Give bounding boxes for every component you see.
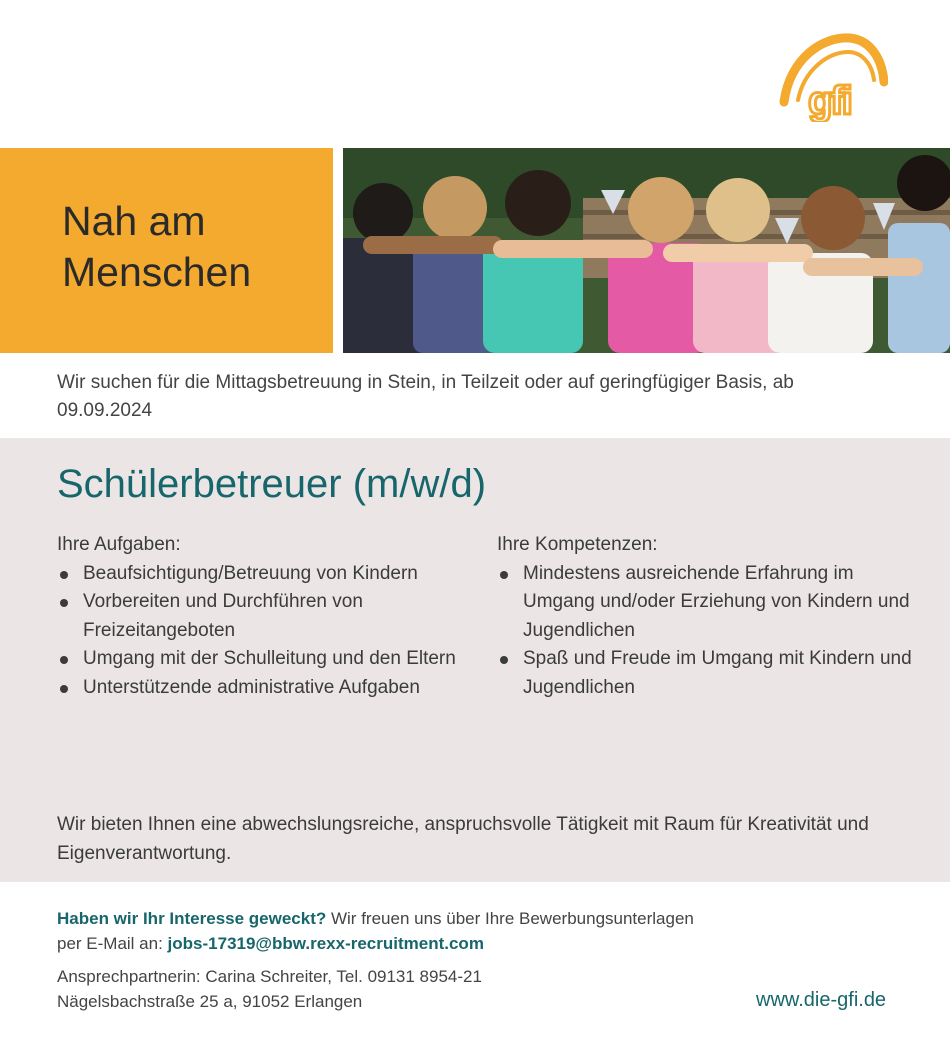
tasks-heading: Ihre Aufgaben: [57, 534, 181, 555]
hero-banner [0, 148, 333, 353]
skills-column [497, 531, 917, 702]
list-item: Umgang mit der Schulleitung und den Eltern [57, 645, 457, 674]
tasks-list [57, 560, 457, 703]
contact-address: Nägelsbachstraße 25 a, 91052 Erlangen [57, 992, 363, 1011]
hero-photo [343, 148, 950, 353]
email-prefix: per E-Mail an: [57, 934, 168, 953]
contact-block [57, 906, 694, 1014]
job-details-panel [0, 438, 950, 882]
svg-text:gfi: gfi [808, 79, 851, 122]
skills-list [497, 560, 917, 703]
email-line [57, 931, 694, 956]
email-link[interactable]: jobs-17319@bbw.rexx-recruitment.com [167, 934, 484, 953]
list-item: Beaufsichtigung/Betreuung von Kindern [57, 560, 457, 589]
intro-text: Wir suchen für die Mittagsbetreuung in Stein, in Teilzeit oder auf geringfügiger Basis, ab 09.09.2024 [57, 372, 794, 421]
hero-title [62, 196, 251, 298]
contact-person: Ansprechpartnerin: Carina Schreiter, Tel. 09131 8954-21 [57, 967, 482, 986]
children-photo-illustration [343, 148, 950, 353]
hero-title-line2: Menschen [62, 249, 252, 295]
interest-rest: Wir freuen uns über Ihre Bewerbungsunterlagen [326, 909, 694, 928]
list-item: Spaß und Freude im Umgang mit Kindern und Jugendlichen [497, 645, 917, 702]
skills-heading: Ihre Kompetenzen: [497, 534, 658, 555]
hero-title-line1: Nah am [62, 198, 206, 244]
offer-text: Wir bieten Ihnen eine abwechslungsreiche, anspruchsvolle Tätigkeit mit Raum für Kreativität und Eigenverantwortung. [57, 814, 869, 864]
list-item: Vorbereiten und Durchführen von Freizeitangeboten [57, 588, 457, 645]
interest-line [57, 906, 694, 931]
list-item: Unterstützende administrative Aufgaben [57, 674, 457, 703]
interest-question: Haben wir Ihr Interesse geweckt? [57, 909, 327, 928]
job-title: Schülerbetreuer (m/w/d) [57, 462, 487, 506]
website-link[interactable]: www.die-gfi.de [756, 989, 887, 1011]
list-item: Mindestens ausreichende Erfahrung im Umgang und/oder Erziehung von Kindern und Jugendlichen [497, 560, 917, 646]
tasks-column [57, 531, 457, 702]
gfi-logo [778, 30, 888, 122]
